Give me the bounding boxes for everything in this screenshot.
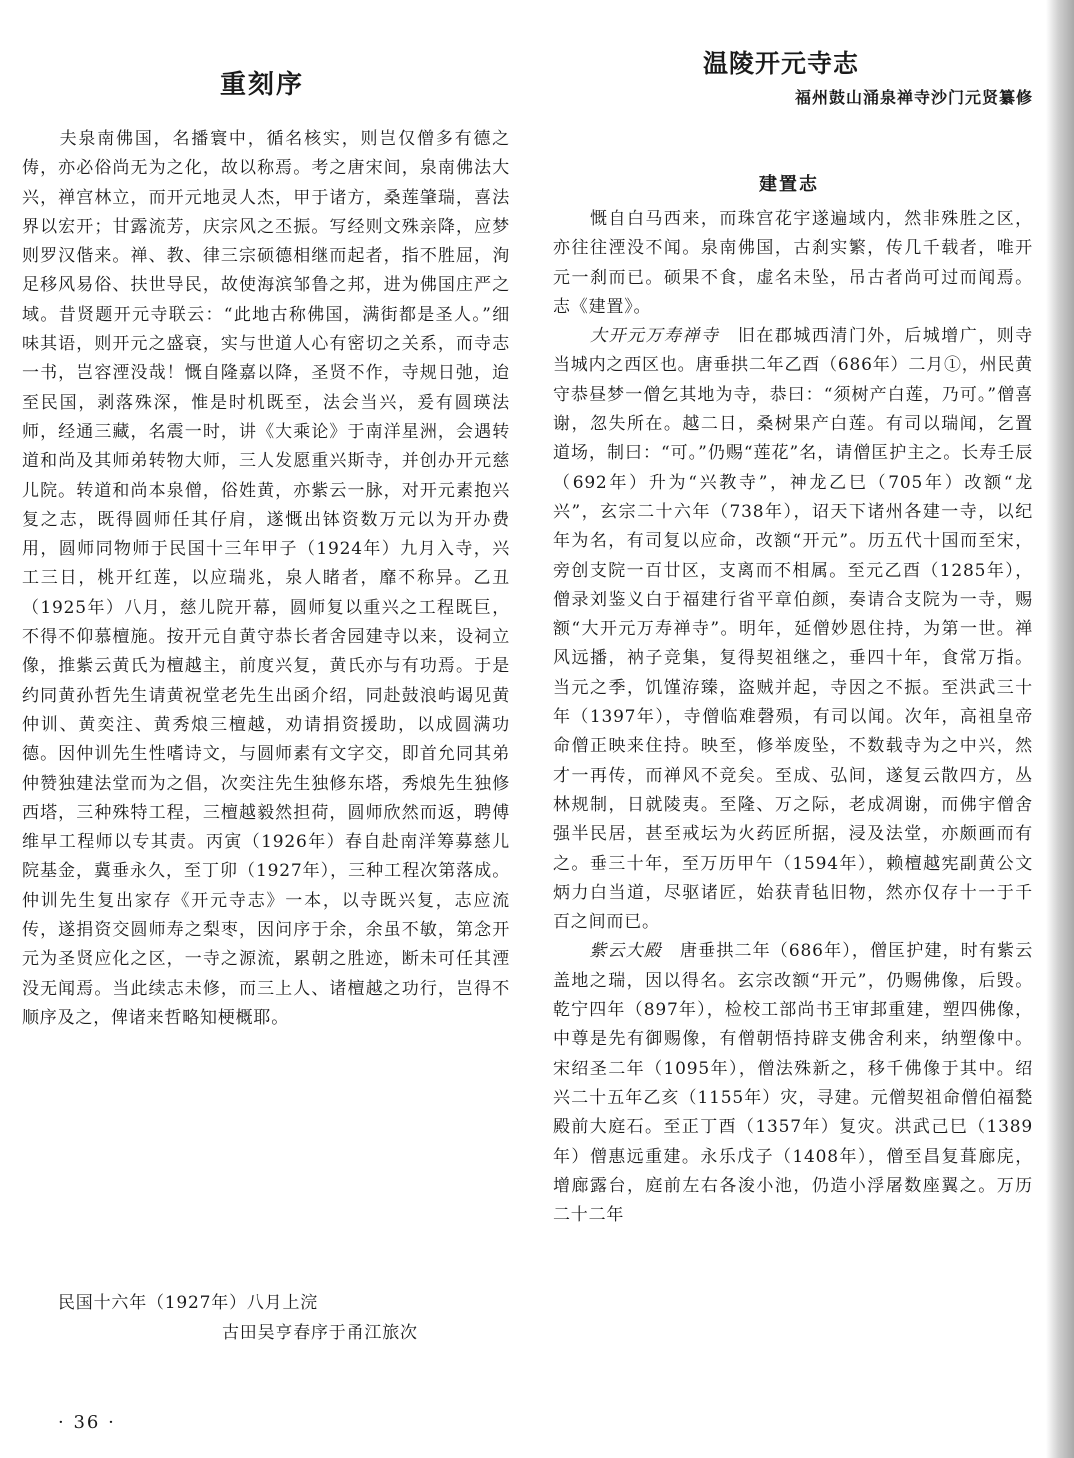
- page-number: · 36 ·: [58, 1412, 116, 1433]
- preface-title: 重刻序: [220, 70, 305, 100]
- entry-body: 旧在郡城西清门外，后城增广，则寺当城内之西区也。唐垂拱二年乙酉（686年）二月①，州民黄守恭昼梦一僧乞其地为寺，恭曰：“须树产白莲，乃可。”僧喜谢，忽失所在。越二日，桑树果产白莲。有司以瑞闻，乞置道场，制曰：“可。”仍赐“莲花”名，请僧匡护主之。长寿壬辰（692年）升为“兴教寺”，神龙乙巳（705年）改额“龙兴”，玄宗二十六年（738年），诏天下诸州各建一寺，以纪年为名，有司复以应命，改额“开元”。历五代十国而至宋，旁创支院一百廿区，支离而不相属。至元乙酉（1285年），僧录刘鉴义白于福建行省平章伯颜，奏请合支院为一寺，赐额“大开元万寿禅寺”。明年，延僧妙恩住持，为第一世。禅风远播，衲子竞集，复得契祖继之，垂四十年，食常万指。当元之季，饥馑洊臻，盗贼并起，寺因之不振。至洪武三十年（1397年），寺僧临难磬殒，有司以闻。次年，高祖皇帝命僧正映来住持。映至，修举废坠，不数载寺为之中兴，然才一再传，而禅风不竞矣。至成、弘间，遂复云散四方，丛林规制，日就陵夷。至隆、万之际，老成凋谢，而佛宇僧舍强半民居，甚至戒坛为火药匠所据，浸及法堂，亦颇画而有之。垂三十年，至万历甲午（1594年），赖檀越宪副黄公文炳力白当道，尽驱诸匠，始获青毡旧物，然亦仅存十一于千百之间而已。: [553, 326, 1033, 933]
- entry-heading: 大开元万寿禅寺: [589, 326, 720, 347]
- preface-body: 夫泉南佛国，名播寰中，循名核实，则岂仅僧多有德之俦，亦必俗尚无为之化，故以称焉。考之唐宋间，泉南佛法大兴，禅宫林立，而开元地灵人杰，甲于诸方，桑莲肇瑞，喜法界以宏开；甘露流芳，庆宗风之丕振。写经则文殊亲降，应梦则罗汉偕来。禅、教、律三宗硕德相继而起者，指不胜屈，洵足移风易俗、扶世导民，故使海滨邹鲁之邦，进为佛国庄严之域。昔贤题开元寺联云：“此地古称佛国，满街都是圣人。”细味其语，则开元之盛衰，实与世道人心有密切之关系，而寺志一书，岂容湮没哉！慨自隆嘉以降，圣贤不作，寺规日弛，迨至民国，剥落殊深，惟是时机既至，法会当兴，爰有圆瑛法师，经通三藏，名震一时，讲《大乘论》于南洋星洲，会遇转道和尚及其师弟转物大师，三人发愿重兴斯寺，并创办开元慈儿院。转道和尚本泉僧，俗姓黄，亦紫云一脉，对开元素抱兴复之志，既得圆师任其仔肩，遂慨出钵资数万元以为开办费用，圆师同物师于民国十三年甲子（1924年）九月入寺，兴工三日，桃开红莲，以应瑞兆，泉人睹者，靡不称异。乙丑（1925年）八月，慈儿院开幕，圆师复以重兴之工程既巨，不得不仰慕檀施。按开元自黄守恭长者舍园建寺以来，设祠立像，推紫云黄氏为檀越主，前度兴复，黄氏亦与有功焉。于是约同黄孙哲先生请黄祝堂老先生出函介绍，同赴鼓浪屿谒见黄仲训、黄奕注、黄秀烺三檀越，劝请捐资援助，以成圆满功德。因仲训先生性嗜诗文，与圆师素有文字交，即首允同其弟仲赞独建法堂而为之倡，次奕注先生独修东塔，秀烺先生独修西塔，三种殊特工程，三檀越毅然担荷，圆师欣然而返，聘傅维早工程师以专其责。丙寅（1926年）春自赴南洋筹募慈儿院基金，冀垂永久，至丁卯（1927年），三种工程次第落成。仲训先生复出家存《开元寺志》一本，以寺既兴复，志应流传，遂捐资交圆师寿之梨枣，因问序于余，余虽不敏，第念开元为圣贤应化之区，一寺之源流，累朝之胜迹，断未可任其湮没无闻焉。当此续志未修，而三上人、诸檀越之功行，岂得不顺序及之，俾诸来哲略知梗概耶。: [22, 129, 510, 1028]
- book-title: 温陵开元寺志: [703, 49, 860, 78]
- section-title: 建置志: [759, 174, 819, 195]
- section-intro: 慨自白马西来，而珠宫花宇遂遍域内，然非殊胜之区，亦往往湮没不闻。泉南佛国，古刹实繁，传几千载者，唯开元一刹而已。硕果不食，虚名未坠，吊古者尚可过而闻焉。志《建置》。: [553, 209, 1033, 317]
- entry-body: 唐垂拱二年（686年），僧匡护建，时有紫云盖地之瑞，因以得名。玄宗改额“开元”，仍赐佛像，后毁。乾宁四年（897年），检校工部尚书王审邽重建，塑四佛像，中尊是先有御赐像，有僧朝悟持辟支佛舍利来，纳塑像中。宋绍圣二年（1095年），僧法殊新之，移千佛像于其中。绍兴二十五年乙亥（1155年）灾，寻建。元僧契祖命僧伯福甃殿前大庭石。至正丁酉（1357年）复灾。洪武己巳（1389年）僧惠远重建。永乐戊子（1408年），僧至昌复葺廊庑，增廊露台，庭前左右各浚小池，仍造小浮屠数座翼之。万历二十二年: [553, 941, 1034, 1226]
- preface-signature: 古田吴亨春序于甬江旅次: [222, 1323, 418, 1343]
- page-edge-shadow: [1046, 0, 1074, 1458]
- entry-paragraph: [553, 941, 1033, 1225]
- book-byline: 福州鼓山涌泉禅寺沙门元贤纂修: [794, 88, 1033, 107]
- entry-paragraph: [553, 326, 1033, 932]
- entry-heading: 紫云大殿: [589, 941, 662, 962]
- preface-date: 民国十六年（1927年）八月上浣: [58, 1293, 319, 1313]
- section-text: [553, 205, 1033, 1230]
